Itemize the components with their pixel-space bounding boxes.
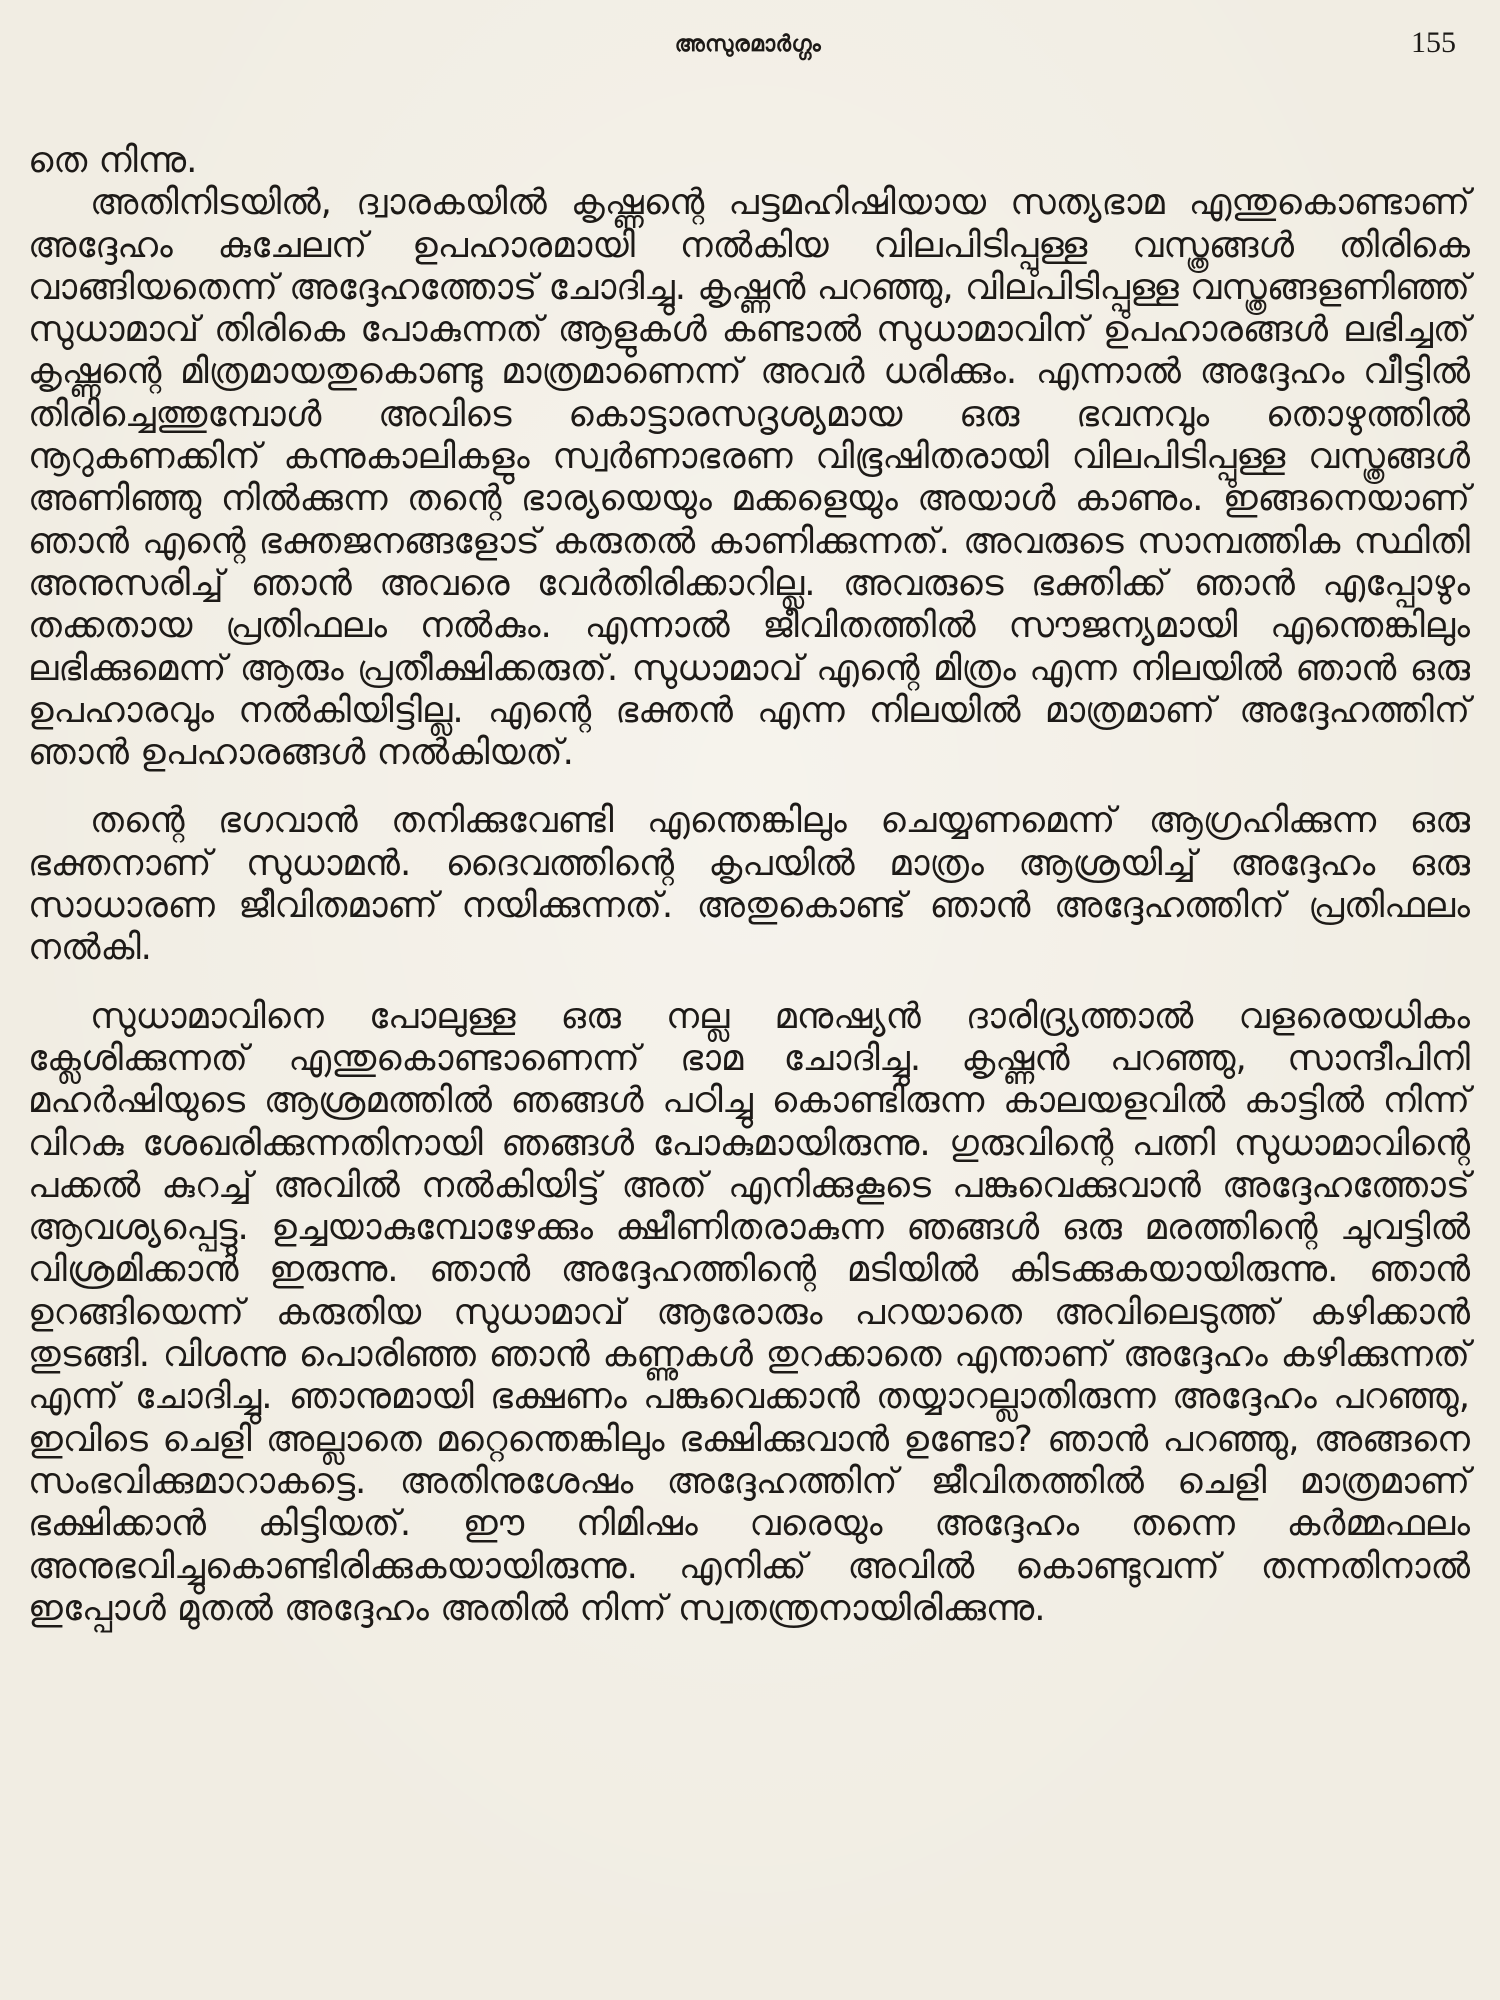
paragraph: സുധാമാവിനെ പോലുള്ള ഒരു നല്ല മനുഷ്യൻ ദാരിദ്ര്യത്താൽ വളരെയധികം ക്ലേശിക്കുന്നത് എന്തുകൊണ്ടാണെന്ന് ഭാമ ചോദിച്ചു. കൃഷ്ണൻ പറഞ്ഞു, സാന്ദീപിനി മഹർഷിയുടെ ആശ്രമത്തിൽ ഞങ്ങൾ പഠിച്ചു കൊണ്ടിരുന്ന കാലയളവിൽ കാട്ടിൽ നിന്ന് വിറകു ശേഖരിക്കുന്നതിനായി ഞങ്ങൾ പോകുമായിരുന്നു. ഗുരുവിന്റെ പത്നി സുധാമാവിന്റെ പക്കൽ കുറച്ച് അവിൽ നൽകിയിട്ട് അത് എനിക്കുകൂടെ പങ്കുവെക്കുവാൻ അദ്ദേഹത്തോട് ആവശ്യപ്പെട്ടു. ഉച്ചയാകുമ്പോഴേക്കും ക്ഷീണിതരാകുന്ന ഞങ്ങൾ ഒരു മരത്തിന്റെ ചുവട്ടിൽ വിശ്രമിക്കാൻ ഇരുന്നു. ഞാൻ അദ്ദേഹത്തിന്റെ മടിയിൽ കിടക്കുകയായിരുന്നു. ഞാൻ ഉറങ്ങിയെന്ന് കരുതിയ സുധാമാവ് ആരോരും പറയാതെ അവിലെടുത്ത് കഴിക്കാൻ തുടങ്ങി. വിശന്നു പൊരിഞ്ഞ ഞാൻ കണ്ണുകൾ തുറക്കാതെ എന്താണ് അദ്ദേഹം കഴിക്കുന്നത് എന്ന് ചോദിച്ചു. ഞാനുമായി ഭക്ഷണം പങ്കുവെക്കാൻ തയ്യാറല്ലാതിരുന്ന അദ്ദേഹം പറഞ്ഞു, ഇവിടെ ചെളി അല്ലാതെ മറ്റെന്തെങ്കിലും ഭക്ഷിക്കുവാൻ ഉണ്ടോ? ഞാൻ പറഞ്ഞു, അങ്ങനെ സംഭവിക്കുമാറാകട്ടെ. അതിനുശേഷം അദ്ദേഹത്തിന് ജീവിതത്തിൽ ചെളി മാത്രമാണ് ഭക്ഷിക്കാൻ കിട്ടിയത്. ഈ നിമിഷം വരെയും അദ്ദേഹം തന്നെ കർമ്മഫലം അനുഭവിച്ചുകൊണ്ടിരിക്കുകയായിരുന്നു. എനിക്ക് അവിൽ കൊണ്ടുവന്ന് തന്നതിനാൽ ഇപ്പോൾ മുതൽ അദ്ദേഹം അതിൽ നിന്ന് സ്വതന്ത്രനായിരിക്കുന്നു. xyxy=(28,995,1470,1629)
chapter-title: അസുരമാർഗ്ഗം xyxy=(674,32,822,57)
paragraph: അതിനിടയിൽ, ദ്വാരകയിൽ കൃഷ്ണന്റെ പട്ടമഹിഷിയായ സത്യഭാമ എന്തുകൊണ്ടാണ് അദ്ദേഹം കുചേലന് ഉപഹാരമായി നൽകിയ വിലപിടിപ്പുള്ള വസ്ത്രങ്ങൾ തിരികെ വാങ്ങിയതെന്ന് അദ്ദേഹത്തോട് ചോദിച്ചു. കൃഷ്ണൻ പറഞ്ഞു, വിലപിടിപ്പുള്ള വസ്ത്രങ്ങളണിഞ്ഞ് സുധാമാവ് തിരികെ പോകുന്നത് ആളുകൾ കണ്ടാൽ സുധാമാവിന് ഉപഹാരങ്ങൾ ലഭിച്ചത് കൃഷ്ണന്റെ മിത്രമായതുകൊണ്ടു മാത്രമാണെന്ന് അവർ ധരിക്കും. എന്നാൽ അദ്ദേഹം വീട്ടിൽ തിരിച്ചെത്തുമ്പോൾ അവിടെ കൊട്ടാരസദൃശ്യമായ ഒരു ഭവനവും തൊഴുത്തിൽ നൂറുകണക്കിന് കന്നുകാലികളും സ്വർണാഭരണ വിഭൂഷിതരായി വിലപിടിപ്പുള്ള വസ്ത്രങ്ങൾ അണിഞ്ഞു നിൽക്കുന്ന തന്റെ ഭാര്യയെയും മക്കളെയും അയാൾ കാണും. ഇങ്ങനെയാണ് ഞാൻ എന്റെ ഭക്തജനങ്ങളോട് കരുതൽ കാണിക്കുന്നത്. അവരുടെ സാമ്പത്തിക സ്ഥിതി അനുസരിച്ച് ഞാൻ അവരെ വേർതിരിക്കാറില്ല. അവരുടെ ഭക്തിക്ക് ഞാൻ എപ്പോഴും തക്കതായ പ്രതിഫലം നൽകും. എന്നാൽ ജീവിതത്തിൽ സൗജന്യമായി എന്തെങ്കിലും ലഭിക്കുമെന്ന് ആരും പ്രതീക്ഷിക്കരുത്. സുധാമാവ് എന്റെ മിത്രം എന്ന നിലയിൽ ഞാൻ ഒരു ഉപഹാരവും നൽകിയിട്ടില്ല. എന്റെ ഭക്തൻ എന്ന നിലയിൽ മാത്രമാണ് അദ്ദേഹത്തിന് ഞാൻ ഉപഹാരങ്ങൾ നൽകിയത്. xyxy=(28,182,1470,774)
paragraph: തന്റെ ഭഗവാൻ തനിക്കുവേണ്ടി എന്തെങ്കിലും ചെയ്യണമെന്ന് ആഗ്രഹിക്കുന്ന ഒരു ഭക്തനാണ് സുധാമൻ. ദൈവത്തിന്റെ കൃപയിൽ മാത്രം ആശ്രയിച്ച് അദ്ദേഹം ഒരു സാധാരണ ജീവിതമാണ് നയിക്കുന്നത്. അതുകൊണ്ട് ഞാൻ അദ്ദേഹത്തിന് പ്രതിഫലം നൽകി. xyxy=(28,800,1470,969)
page-number: 155 xyxy=(1411,26,1456,59)
paragraph-continued: തെ നിന്നു. xyxy=(28,140,198,181)
body-text xyxy=(28,140,1470,1630)
running-header xyxy=(40,26,1456,82)
